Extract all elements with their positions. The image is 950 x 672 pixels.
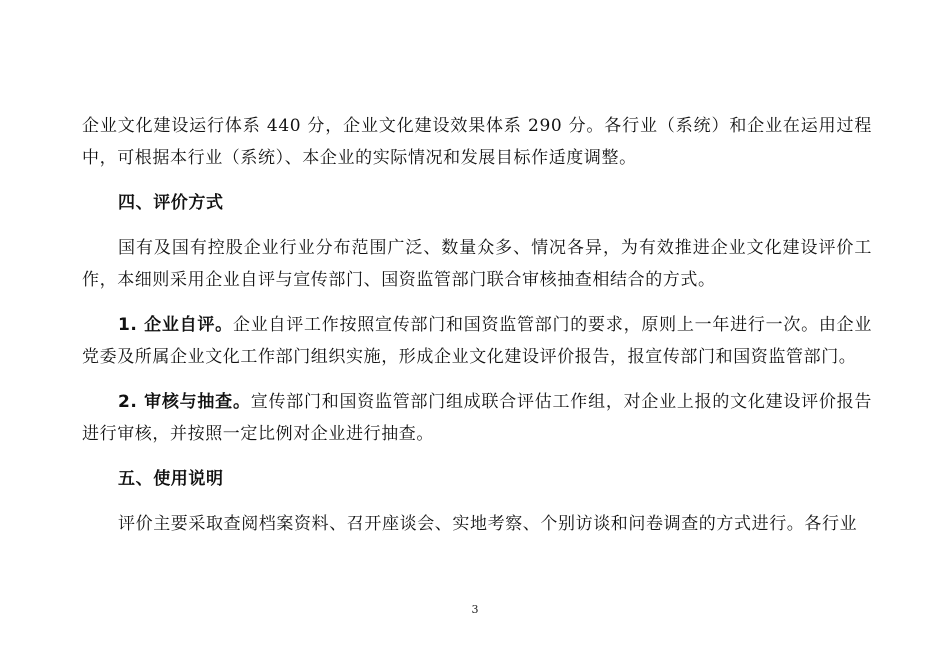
list-item-lead: 1. 企业自评。	[118, 315, 233, 335]
list-item-review-and-spot-check	[82, 386, 872, 450]
document-body	[82, 110, 872, 553]
paragraph-evaluation-method: 国有及国有控股企业行业分布范围广泛、数量众多、情况各异，为有效推进企业文化建设评价工作，本细则采用企业自评与宣传部门、国资监管部门联合审核抽查相结合的方式。	[82, 238, 872, 290]
paragraph-usage-notes: 评价主要采取查阅档案资料、召开座谈会、实地考察、个别访谈和问卷调查的方式进行。各行业	[118, 514, 858, 534]
paragraph-continuation: 企业文化建设运行体系 440 分，企业文化建设效果体系 290 分。各行业（系统）和企业在运用过程中，可根据本行业（系统）、本企业的实际情况和发展目标作适度调整。	[82, 116, 872, 168]
section-heading-usage-notes: 五、使用说明	[118, 469, 224, 489]
list-item-self-evaluation	[82, 309, 872, 373]
page-number: 3	[471, 603, 479, 616]
list-item-text: 企业自评工作按照宣传部门和国资监管部门的要求，原则上一年进行一次。由企业党委及所属企业文化工作部门组织实施，形成企业文化建设评价报告，报宣传部门和国资监管部门。	[82, 315, 872, 367]
list-item-text: 宣传部门和国资监管部门组成联合评估工作组，对企业上报的文化建设评价报告进行审核，并按照一定比例对企业进行抽查。	[82, 392, 873, 444]
section-heading-evaluation-method: 四、评价方式	[118, 193, 224, 213]
list-item-lead: 2. 审核与抽查。	[118, 392, 251, 412]
